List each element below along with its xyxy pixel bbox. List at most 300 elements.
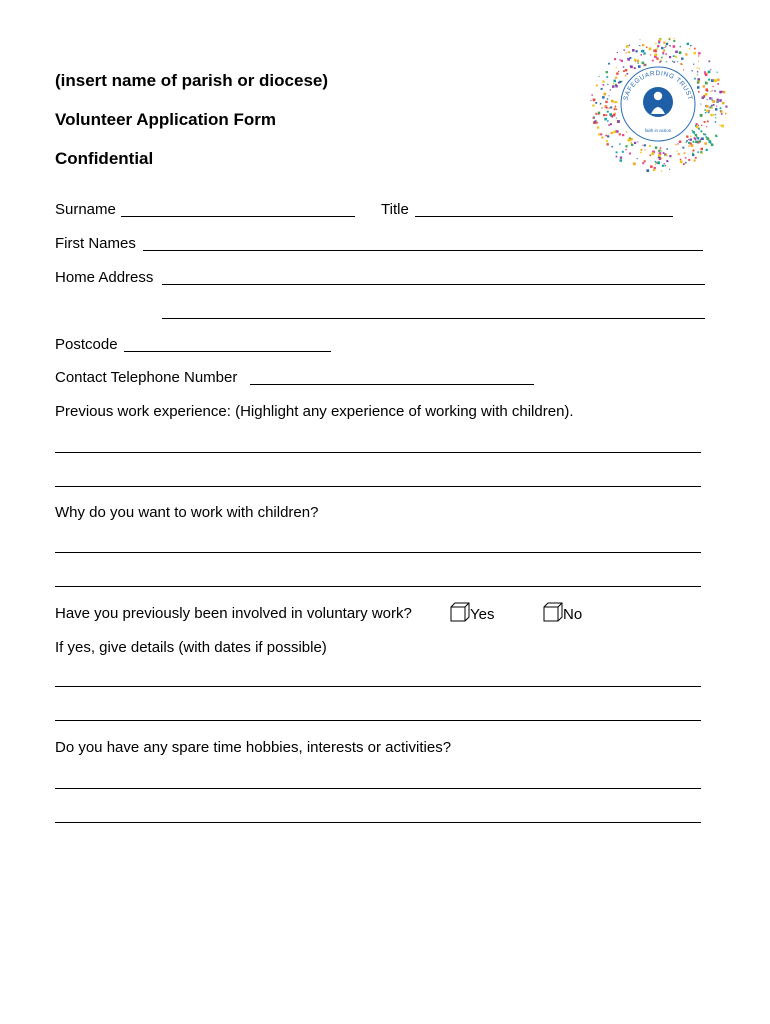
confetti-dot — [704, 142, 707, 145]
confetti-dot — [683, 69, 684, 70]
confetti-dot — [627, 73, 629, 75]
confetti-dot — [610, 89, 611, 90]
confetti-dot — [623, 70, 625, 72]
work-experience-line-2[interactable] — [55, 486, 701, 487]
confetti-dot — [715, 108, 718, 111]
confetti-dot — [706, 149, 708, 151]
no-checkbox-icon[interactable] — [543, 602, 563, 622]
confetti-dot — [691, 144, 694, 147]
confetti-dot — [641, 54, 643, 56]
confetti-dot — [606, 71, 608, 73]
confetti-dot — [610, 106, 612, 108]
telephone-field[interactable] — [250, 384, 534, 385]
confetti-dot — [607, 135, 609, 137]
confetti-dot — [623, 66, 625, 68]
confetti-dot — [598, 112, 600, 114]
confetti-dot — [707, 99, 708, 100]
confetti-dot — [697, 74, 698, 75]
why-children-line-2[interactable] — [55, 586, 701, 587]
confetti-dot — [675, 51, 678, 54]
confetti-dot — [625, 145, 627, 147]
confetti-dot — [643, 52, 645, 54]
confetti-dot — [595, 113, 597, 115]
confetti-dot — [644, 160, 646, 162]
confetti-dot — [616, 72, 618, 74]
confetti-dot — [689, 48, 690, 49]
confetti-dot — [720, 107, 722, 109]
confetti-dot — [621, 81, 623, 83]
confetti-dot — [702, 153, 703, 154]
confetti-dot — [715, 114, 716, 115]
confetti-dot — [630, 65, 633, 68]
confetti-dot — [703, 95, 705, 97]
confetti-dot — [649, 48, 652, 51]
confetti-dot — [615, 106, 617, 108]
confetti-dot — [685, 53, 687, 55]
confetti-dot — [688, 139, 689, 140]
confetti-dot — [713, 114, 715, 116]
confetti-dot — [600, 133, 602, 135]
confetti-dot — [593, 117, 595, 119]
confetti-dot — [642, 62, 645, 65]
confetti-dot — [663, 42, 665, 44]
confetti-dot — [611, 146, 613, 148]
confetti-dot — [652, 152, 655, 155]
confetti-dot — [661, 47, 663, 49]
confetti-dot — [696, 123, 698, 125]
confetti-dot — [659, 61, 661, 63]
confetti-dot — [699, 140, 701, 142]
confetti-dot — [613, 131, 615, 133]
confetti-dot — [600, 103, 601, 104]
confetti-dot — [712, 79, 713, 80]
confetti-dot — [614, 108, 616, 110]
confetti-dot — [701, 125, 702, 126]
confetti-dot — [625, 75, 627, 77]
confetti-dot — [602, 107, 603, 108]
confetti-dot — [666, 148, 668, 150]
confetti-dot — [650, 54, 651, 55]
confetti-dot — [637, 60, 639, 62]
confetti-dot — [629, 153, 631, 155]
confetti-dot — [669, 56, 671, 58]
confetti-dot — [634, 142, 636, 144]
confetti-dot — [603, 114, 605, 116]
confetti-dot — [692, 70, 693, 71]
confetti-dot — [715, 117, 716, 118]
confetti-dot — [690, 142, 692, 144]
yes-option[interactable] — [450, 602, 494, 623]
confetti-dot — [645, 149, 646, 150]
confetti-dot — [722, 102, 724, 104]
confetti-dot — [605, 135, 607, 137]
confetti-dot — [669, 39, 670, 40]
confetti-dot — [634, 67, 636, 69]
confetti-dot — [697, 86, 700, 89]
confetti-dot — [607, 111, 609, 113]
confetti-dot — [638, 65, 641, 68]
confetti-dot — [616, 109, 617, 110]
confetti-dot — [678, 153, 680, 155]
confetti-dot — [693, 150, 695, 152]
confetti-dot — [626, 52, 627, 53]
confetti-dot — [695, 138, 697, 140]
confetti-dot — [636, 50, 638, 52]
confetti-dot — [690, 45, 691, 46]
form-title: Volunteer Application Form — [55, 110, 277, 129]
confetti-dot — [602, 96, 605, 99]
confetti-dot — [616, 101, 618, 103]
confetti-dot — [626, 45, 629, 48]
confetti-dot — [649, 145, 651, 147]
no-label: No — [563, 606, 583, 623]
confetti-dot — [675, 56, 677, 58]
confetti-dot — [700, 114, 703, 117]
confetti-dot — [696, 126, 699, 129]
confetti-dot — [725, 113, 727, 115]
confetti-dot — [709, 61, 711, 63]
confetti-dot — [617, 52, 618, 53]
logo-sub-text: faith in action — [644, 128, 672, 133]
confetti-dot — [630, 142, 632, 144]
confetti-dot — [717, 83, 719, 85]
confetti-dot — [653, 49, 656, 52]
confetti-dot — [622, 151, 624, 153]
confetti-dot — [704, 121, 706, 123]
confetti-dot — [672, 61, 673, 62]
confetti-dot — [721, 125, 724, 128]
confetti-dot — [708, 79, 710, 81]
confetti-dot — [689, 145, 691, 147]
confetti-dot — [716, 105, 717, 106]
confetti-dot — [699, 68, 700, 69]
confetti-dot — [615, 85, 618, 88]
confetti-dot — [710, 91, 711, 92]
parish-name: (insert name of parish or diocese) — [55, 71, 329, 90]
confetti-dot — [599, 76, 600, 77]
confetti-dot — [628, 139, 631, 142]
confetti-dot — [657, 161, 660, 164]
confetti-dot — [713, 86, 714, 87]
confetti-dot — [682, 64, 683, 65]
confetti-dot — [595, 102, 597, 104]
confetti-dot — [607, 84, 608, 85]
confetti-dot — [660, 147, 662, 149]
confetti-dot — [653, 169, 655, 171]
confetti-dot — [709, 110, 710, 111]
organisation-logo — [588, 36, 728, 172]
confetti-dot — [694, 48, 696, 50]
confetti-dot — [693, 141, 695, 143]
confetti-dot — [616, 156, 618, 158]
confetti-dot — [610, 123, 612, 125]
confetti-dot — [663, 152, 665, 154]
confetti-dot — [660, 60, 662, 62]
confetti-dot — [666, 160, 668, 162]
confetti-dot — [609, 108, 610, 109]
confetti-dot — [716, 136, 717, 137]
confetti-dot — [674, 38, 675, 39]
confetti-dot — [601, 88, 603, 90]
confetti-dot — [659, 38, 661, 40]
first-names-label: First Names — [55, 235, 136, 252]
confetti-dot — [667, 43, 668, 44]
confetti-dot — [655, 146, 658, 149]
details-instruction: If yes, give details (with dates if possible) — [55, 639, 327, 656]
confetti-dot — [606, 107, 608, 109]
confetti-dot — [646, 169, 649, 172]
confetti-dot — [656, 58, 658, 60]
confetti-dot — [705, 74, 708, 77]
confetti-dot — [628, 51, 630, 53]
confetti-dot — [608, 63, 610, 65]
confetti-dot — [622, 134, 624, 136]
confetti-dot — [686, 142, 687, 143]
confetti-dot — [712, 98, 713, 99]
hobbies-line-2[interactable] — [55, 822, 701, 823]
confetti-dot — [660, 150, 661, 151]
confetti-dot — [697, 151, 699, 153]
confetti-dot — [592, 105, 594, 107]
confetti-dot — [709, 97, 711, 99]
work-experience-line-1[interactable] — [55, 452, 701, 453]
confetti-dot — [642, 145, 643, 146]
confetti-dot — [680, 160, 683, 163]
why-children-question: Why do you want to work with children? — [55, 504, 319, 521]
confetti-dot — [662, 52, 664, 54]
confetti-dot — [692, 153, 694, 155]
confetti-dot — [685, 157, 687, 159]
confetti-dot — [673, 45, 676, 48]
confetti-dot — [711, 105, 713, 107]
confetti-dot — [720, 111, 722, 113]
confetti-dot — [687, 43, 689, 45]
confetti-dot — [620, 59, 621, 60]
confetti-dot — [677, 143, 678, 144]
confetti-dot — [674, 61, 676, 63]
title-label: Title — [381, 201, 409, 218]
confetti-dot — [725, 106, 727, 108]
why-children-line-1[interactable] — [55, 552, 701, 553]
confetti-dot — [634, 59, 636, 61]
confetti-dot — [633, 162, 636, 165]
first-names-field[interactable] — [143, 250, 703, 251]
confetti-dot — [618, 82, 620, 84]
confetti-dot — [705, 134, 706, 135]
confetti-dot — [621, 60, 623, 62]
confetti-dot — [683, 163, 685, 165]
confidential-label: Confidential — [55, 149, 154, 168]
confetti-dot — [641, 149, 643, 151]
confetti-dot — [601, 137, 603, 139]
confetti-dot — [616, 67, 617, 68]
confetti-dot — [609, 95, 610, 96]
confetti-dot — [717, 99, 719, 101]
confetti-dot — [675, 144, 676, 145]
confetti-dot — [693, 64, 694, 65]
confetti-dot — [655, 161, 657, 163]
confetti-dot — [613, 114, 615, 116]
confetti-dot — [607, 143, 609, 145]
postcode-label: Postcode — [55, 336, 118, 353]
confetti-dot — [673, 55, 675, 57]
confetti-dot — [665, 45, 666, 46]
confetti-dot — [659, 157, 661, 159]
confetti-dot — [597, 126, 599, 128]
confetti-dot — [663, 50, 665, 52]
confetti-dot — [612, 85, 615, 88]
confetti-dot — [695, 134, 697, 136]
confetti-dot — [680, 46, 681, 47]
home-address-field-1[interactable] — [162, 284, 705, 285]
confetti-dot — [711, 144, 714, 147]
confetti-dot — [662, 165, 664, 167]
confetti-dot — [603, 93, 606, 96]
confetti-dot — [666, 61, 667, 62]
confetti-dot — [646, 47, 648, 49]
confetti-dot — [603, 84, 605, 86]
confetti-dot — [700, 104, 701, 105]
confetti-dot — [617, 120, 620, 123]
confetti-dot — [654, 53, 657, 56]
details-line-2[interactable] — [55, 720, 701, 721]
confetti-dot — [686, 140, 688, 142]
confetti-dot — [698, 61, 699, 62]
confetti-dot — [688, 159, 690, 161]
confetti-dot — [704, 134, 705, 135]
confetti-dot — [694, 52, 696, 54]
confetti-dot — [615, 77, 617, 79]
confetti-dot — [650, 155, 652, 157]
confetti-dot — [704, 109, 706, 111]
confetti-dot — [624, 49, 625, 50]
confetti-dot — [694, 160, 696, 162]
confetti-dot — [705, 93, 708, 96]
confetti-dot — [706, 126, 707, 127]
confetti-dot — [706, 105, 709, 108]
confetti-dot — [604, 118, 607, 121]
confetti-dot — [606, 76, 608, 78]
confetti-dot — [698, 91, 700, 93]
confetti-dot — [698, 139, 699, 140]
confetti-dot — [602, 81, 604, 83]
confetti-dot — [710, 69, 711, 70]
confetti-dot — [685, 162, 687, 164]
confetti-dot — [664, 47, 665, 48]
confetti-dot — [637, 62, 638, 63]
confetti-dot — [614, 58, 616, 60]
confetti-dot — [613, 83, 614, 84]
confetti-dot — [708, 71, 711, 74]
confetti-dot — [664, 163, 665, 164]
confetti-dot — [717, 72, 718, 73]
confetti-dot — [680, 159, 682, 161]
confetti-dot — [684, 152, 686, 154]
confetti-dot — [665, 165, 667, 167]
confetti-dot — [697, 67, 698, 68]
confetti-dot — [625, 149, 626, 150]
confetti-dot — [697, 137, 699, 139]
confetti-dot — [712, 100, 715, 103]
confetti-dot — [640, 39, 641, 40]
confetti-dot — [640, 152, 642, 154]
confetti-dot — [707, 121, 709, 123]
confetti-dot — [690, 139, 692, 141]
confetti-dot — [650, 165, 653, 168]
confetti-dot — [641, 50, 643, 52]
no-option[interactable] — [543, 602, 582, 623]
confetti-dot — [669, 155, 671, 157]
confetti-dot — [655, 43, 656, 44]
home-address-field-2[interactable] — [162, 318, 705, 319]
confetti-dot — [703, 85, 705, 87]
confetti-dot — [698, 52, 700, 54]
confetti-dot — [591, 94, 593, 96]
confetti-dot — [594, 121, 596, 123]
confetti-dot — [721, 92, 722, 93]
confetti-dot — [665, 53, 667, 55]
confetti-dot — [631, 144, 633, 146]
confetti-dot — [658, 150, 660, 152]
confetti-dot — [719, 99, 722, 102]
confetti-dot — [644, 64, 646, 66]
confetti-dot — [655, 164, 656, 165]
confetti-dot — [606, 140, 608, 142]
confetti-dot — [612, 116, 613, 117]
confetti-dot — [619, 133, 621, 135]
confetti-dot — [627, 58, 630, 61]
confetti-dot — [714, 90, 716, 92]
confetti-dot — [608, 124, 610, 126]
confetti-dot — [699, 129, 700, 130]
confetti-dot — [701, 148, 704, 151]
details-line-1[interactable] — [55, 686, 701, 687]
confetti-dot — [722, 91, 723, 92]
confetti-dot — [699, 80, 701, 82]
confetti-dot — [694, 78, 696, 80]
confetti-dot — [652, 60, 654, 62]
yes-checkbox-icon[interactable] — [450, 602, 470, 622]
surname-label: Surname — [55, 201, 116, 218]
confetti-dot — [657, 45, 659, 47]
confetti-dot — [596, 85, 598, 87]
confetti-dot — [661, 170, 662, 171]
confetti-dot — [711, 107, 713, 109]
confetti-dot — [625, 69, 627, 71]
confetti-dot — [686, 136, 688, 138]
confetti-dot — [697, 71, 698, 72]
surname-field[interactable] — [121, 216, 355, 217]
confetti-dot — [673, 40, 675, 42]
confetti-dot — [620, 157, 622, 159]
confetti-dot — [677, 61, 678, 62]
confetti-dot — [629, 45, 630, 46]
confetti-dot — [637, 158, 638, 159]
confetti-dot — [714, 79, 717, 82]
confetti-dot — [682, 147, 684, 149]
postcode-field[interactable] — [124, 351, 331, 352]
hobbies-line-1[interactable] — [55, 788, 701, 789]
confetti-dot — [626, 131, 627, 132]
confetti-dot — [677, 151, 678, 152]
confetti-dot — [593, 99, 596, 102]
confetti-dot — [618, 71, 619, 72]
logo-ring-text: SAFEGUARDING TRUST — [622, 70, 694, 102]
confetti-dot — [705, 112, 707, 114]
title-field[interactable] — [415, 216, 673, 217]
confetti-dot — [721, 113, 723, 115]
confetti-dot — [679, 51, 682, 54]
